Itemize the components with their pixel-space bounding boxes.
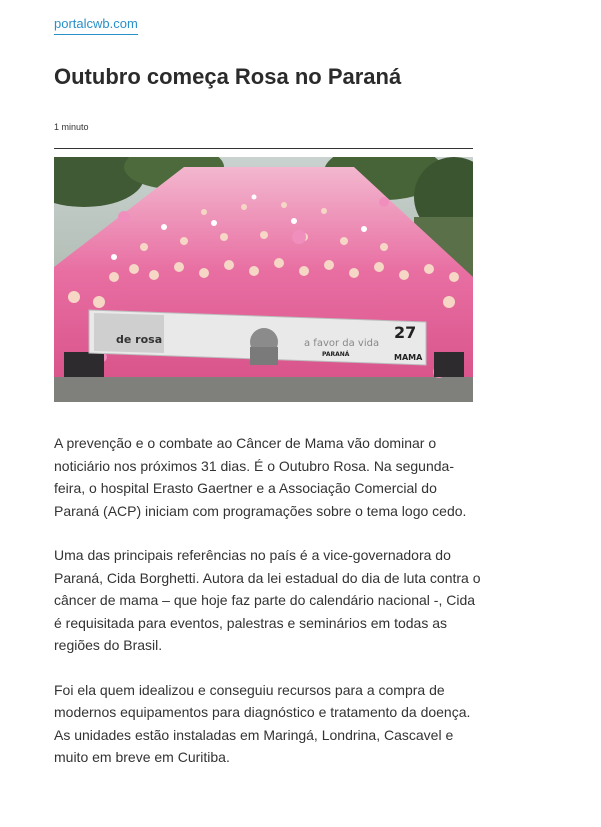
banner-state: PARANÁ — [322, 351, 350, 358]
site-link[interactable]: portalcwb.com — [54, 16, 138, 35]
banner-slogan: a favor da vida — [304, 338, 380, 349]
paragraph: Uma das principais referências no país é a vice-governadora do Paraná, Cida Borghetti. Autora da lei estadual do dia de luta contra o câncer de mama – que hoje faz parte do calendário nacional -, Cida é requisitada para eventos, palestras e seminários em todas as regiões do Brasil. — [54, 547, 481, 653]
banner-brand: MAMA — [394, 353, 423, 362]
divider — [54, 148, 473, 149]
banner-line1: de rosa — [116, 333, 163, 346]
article-body — [54, 432, 484, 791]
march-crowd-illustration — [54, 157, 473, 402]
paragraph: A prevenção e o combate ao Câncer de Mama vão dominar o noticiário nos próximos 31 dias. É o Outubro Rosa. Na segunda-feira, o hospital Erasto Gaertner e a Associação Comercial do Paraná (ACP) iniciam com programações sobre o tema logo cedo. — [54, 435, 467, 519]
article-title: Outubro começa Rosa no Paraná — [54, 64, 402, 89]
banner-number: 27 — [394, 323, 417, 342]
read-time: 1 minuto — [54, 122, 89, 132]
article-photo — [54, 157, 473, 402]
paragraph: Foi ela quem idealizou e conseguiu recursos para a compra de modernos equipamentos para diagnóstico e tratamento da doença. As unidades estão instaladas em Maringá, Londrina, Cascavel e muito em breve em Curitiba. — [54, 681, 471, 765]
